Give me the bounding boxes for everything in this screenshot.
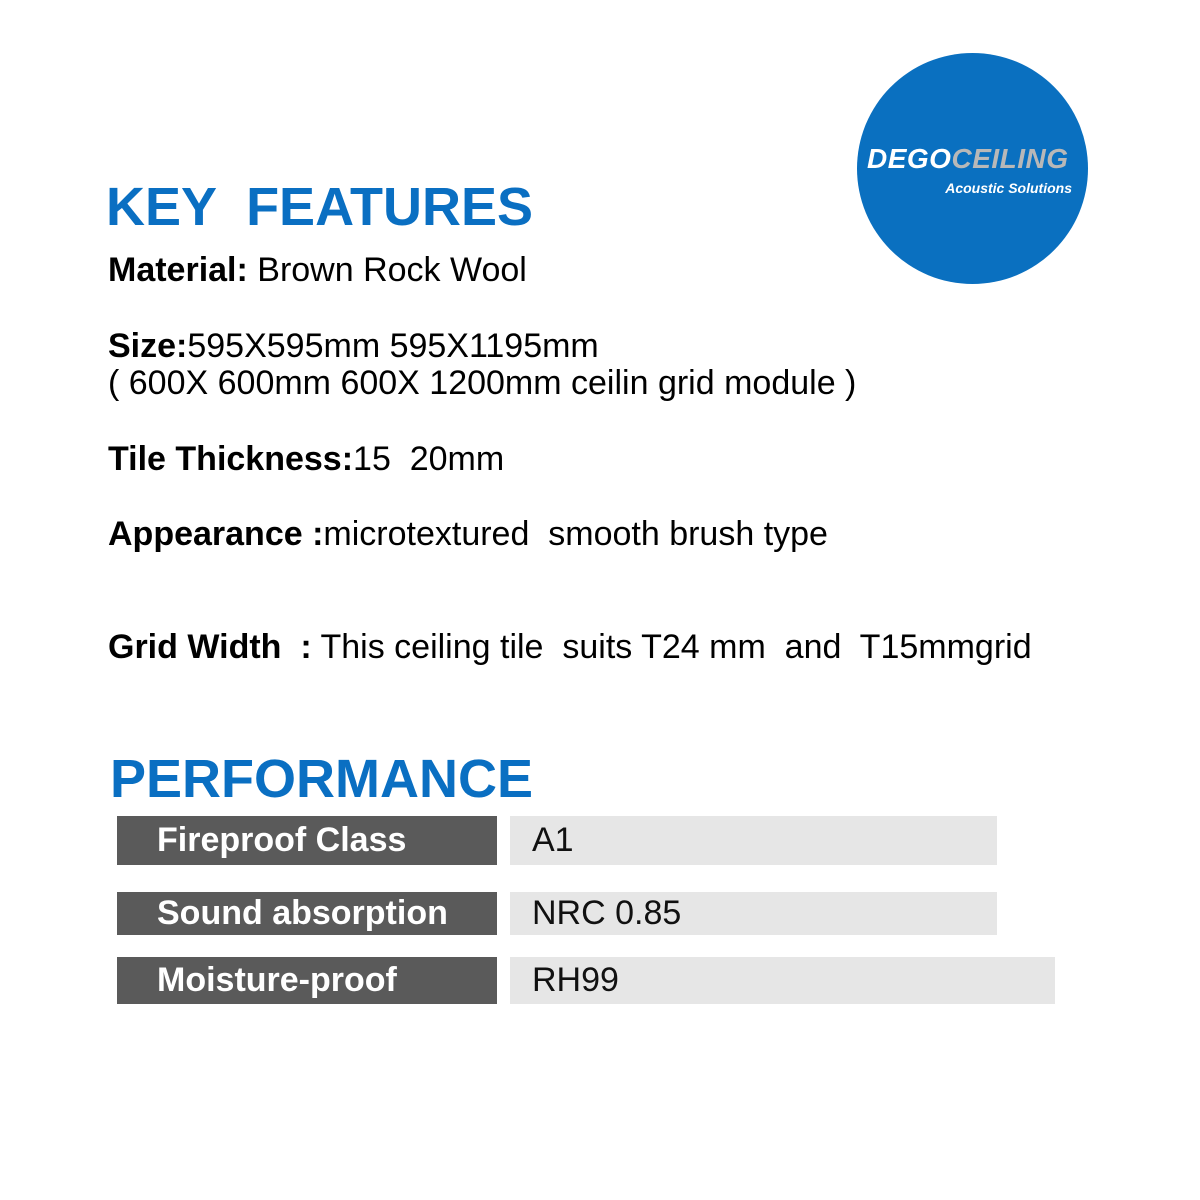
feature-thickness	[108, 442, 504, 476]
logo-brand-dego: DEGO	[867, 143, 952, 174]
feature-value: 595X595mm 595X1195mm	[187, 327, 599, 365]
performance-value-sound: NRC 0.85	[510, 892, 997, 935]
feature-material	[108, 253, 527, 287]
feature-value: 15 20mm	[353, 440, 505, 478]
performance-label-moisture: Moisture-proof	[117, 957, 497, 1004]
feature-label: Appearance :	[108, 515, 324, 553]
feature-value: Brown Rock Wool	[247, 251, 527, 289]
feature-label: Material:	[108, 251, 248, 289]
feature-value: This ceiling tile suits T24 mm and T15mmgrid	[311, 628, 1032, 666]
feature-value: microtextured smooth brush type	[323, 515, 828, 553]
performance-title: PERFORMANCE	[110, 749, 534, 809]
key-features-title: KEY FEATURES	[106, 177, 534, 237]
feature-appearance	[108, 517, 828, 551]
feature-label: Size:	[108, 327, 188, 365]
feature-grid-width	[108, 630, 1032, 664]
performance-value-moisture: RH99	[510, 957, 1055, 1004]
performance-label-fireproof: Fireproof Class	[117, 816, 497, 865]
degoceiling-logo	[857, 53, 1088, 284]
performance-value-fireproof: A1	[510, 816, 997, 865]
feature-label: Tile Thickness:	[108, 440, 354, 478]
logo-brand-ceiling: CEILING	[951, 143, 1069, 174]
feature-size	[108, 329, 599, 363]
feature-size-note: ( 600X 600mm 600X 1200mm ceilin grid module )	[108, 364, 857, 402]
performance-label-sound: Sound absorption	[117, 892, 497, 935]
logo-tagline: Acoustic Solutions	[945, 180, 1072, 196]
feature-label: Grid Width :	[108, 628, 312, 666]
logo-brand	[867, 143, 1069, 175]
